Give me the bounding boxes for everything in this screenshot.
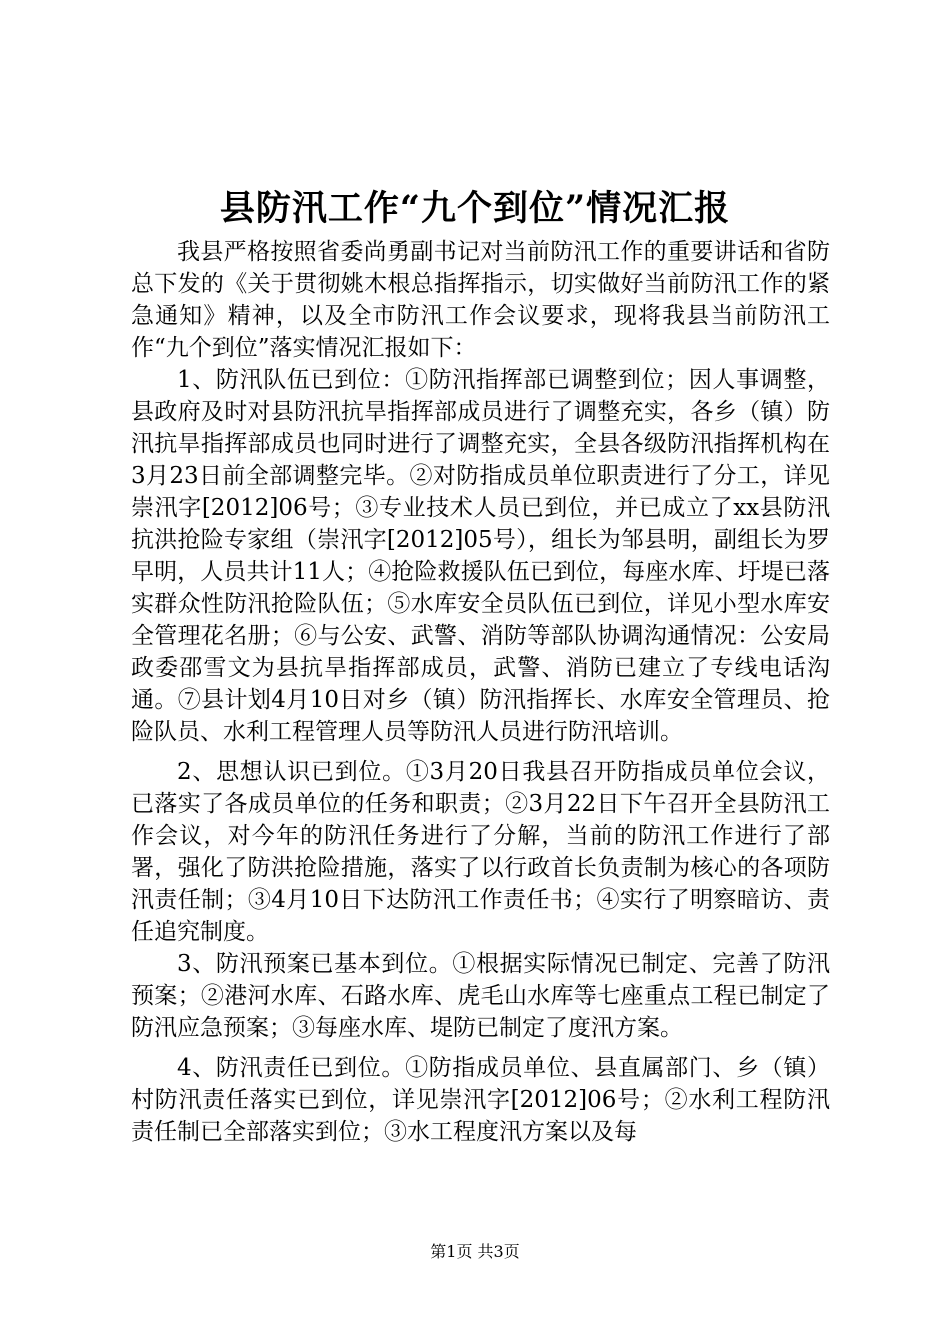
paragraph-section-2: 2、思想认识已到位。①3月20日我县召开防指成员单位会议，已落实了各成员单位的任务和职责；②3月22日下午召开全县防汛工作会议，对今年的防汛任务进行了分解，当前的防汛工作进行了部署，强化了防洪抢险措施，落实了以行政首长负责制为核心的各项防汛责任制；③4月10日下达防汛工作责任书；④实行了明察暗访、责任追究制度。 bbox=[131, 759, 830, 945]
paragraph-intro: 我县严格按照省委尚勇副书记对当前防汛工作的重要讲话和省防总下发的《关于贯彻姚木根总指挥指示，切实做好当前防汛工作的紧急通知》精神，以及全市防汛工作会议要求，现将我县当前防汛工作“九个到位”落实情况汇报如下： bbox=[131, 239, 830, 361]
paragraph-section-1: 1、防汛队伍已到位：①防汛指挥部已调整到位；因人事调整，县政府及时对县防汛抗旱指挥部成员进行了调整充实，各乡（镇）防汛抗旱指挥部成员也同时进行了调整充实，全县各级防汛指挥机构在3月23日前全部调整完毕。②对防指成员单位职责进行了分工，详见崇汛字[2012]06号；③专业技术人员已到位，并已成立了xx县防汛抗洪抢险专家组（崇汛字[2012]05号），组长为邹县明，副组长为罗早明，人员共计11人；④抢险救援队伍已到位，每座水库、圩堤已落实群众性防汛抢险队伍；⑤水库安全员队伍已到位，详见小型水库安全管理花名册；⑥与公安、武警、消防等部队协调沟通情况：公安局政委邵雪文为县抗旱指挥部成员，武警、消防已建立了专线电话沟通。⑦县计划4月10日对乡（镇）防汛指挥长、水库安全管理员、抢险队员、水利工程管理人员等防汛人员进行防汛培训。 bbox=[131, 367, 830, 745]
paragraph-section-4: 4、防汛责任已到位。①防指成员单位、县直属部门、乡（镇）村防汛责任落实已到位，详见崇汛字[2012]06号；②水利工程防汛责任制已全部落实到位；③水工程度汛方案以及每 bbox=[131, 1055, 830, 1145]
document-body bbox=[131, 236, 830, 1148]
page-footer: 第1页 共3页 bbox=[430, 1242, 520, 1261]
paragraph-section-3: 3、防汛预案已基本到位。①根据实际情况已制定、完善了防汛预案；②港河水库、石路水库、虎毛山水库等七座重点工程已制定了防汛应急预案；③每座水库、堤防已制定了度汛方案。 bbox=[131, 951, 830, 1041]
document-title: 县防汛工作“九个到位”情况汇报 bbox=[219, 188, 731, 229]
